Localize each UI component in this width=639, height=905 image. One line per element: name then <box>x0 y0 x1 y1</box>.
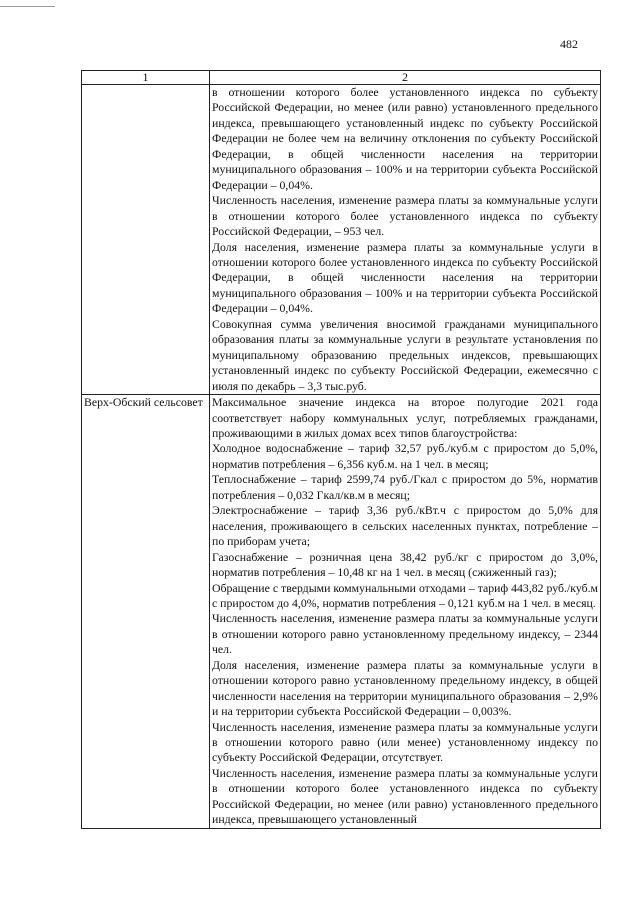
paragraph: Электроснабжение – тариф 3,36 руб./кВт.ч с приростом до 5,0% для населения, проживающего в сельских населенных пунктах, потребление – по приборам учета; <box>212 503 598 549</box>
paragraph: Доля населения, изменение размера платы за коммунальные услуги в отношении которого равно установленному предельному индексу, в общей численности населения на территории муниципального образования – 2,9% и на территории субъекта Российской Федерации – 0,003%. <box>212 657 598 719</box>
table-header-row <box>82 71 601 85</box>
table-row <box>82 395 601 829</box>
paragraph: Численность населения, изменение размера платы за коммунальные услуги в отношении которого более установленного индекса по субъекту Российской Федерации, – 953 чел. <box>212 193 598 239</box>
paragraph: Численность населения, изменение размера платы за коммунальные услуги в отношении которого равно установленному предельному индексу, – 2344 чел. <box>212 611 598 657</box>
paragraph: Доля населения, изменение размера платы за коммунальные услуги в отношении которого более установленного индекса по субъекту Российской Федерации, в общей численности населения на территории муниципального образования – 100% и на территории субъекта Российской Федерации – 0,04%. <box>212 239 598 316</box>
municipality-name-cell: Верх-Обский сельсовет <box>82 395 210 829</box>
scan-edge-line <box>0 6 55 7</box>
document-table <box>81 70 601 829</box>
paragraph: Совокупная сумма увеличения вносимой гражданами муниципального образования платы за коммунальные услуги в результате установления по муниципальному образованию предельных индексов, превышающих установленный индекс по субъекту Российской Федерации, ежемесячно с июля по декабрь – 3,3 тыс.руб. <box>212 316 598 393</box>
column-header-2: 2 <box>210 71 601 85</box>
paragraph: Максимальное значение индекса на второе полугодие 2021 года соответствует набору коммунальных услуг, потребляемых гражданами, проживающими в жилых домах всех типов благоустройства: <box>212 395 598 440</box>
paragraph: Теплоснабжение – тариф 2599,74 руб./Гкал с приростом до 5%, норматив потребления – 0,032 Гкал/кв.м в месяц; <box>212 472 598 502</box>
paragraph: Газоснабжение – розничная цена 38,42 руб./кг с приростом до 3,0%, норматив потребления – 10,48 кг на 1 чел. в месяц (сжиженный газ); <box>212 549 598 580</box>
paragraph: Численность населения, изменение размера платы за коммунальные услуги в отношении которого равно (или менее) установленному индексу по субъекту Российской Федерации, отсутствует. <box>212 719 598 765</box>
paragraph: Обращение с твердыми коммунальными отходами – тариф 443,82 руб./куб.м с приростом до 4,0%, норматив потребления – 0,121 куб.м на 1 чел. в месяц. <box>212 580 598 610</box>
paragraph: Холодное водоснабжение – тариф 32,57 руб./куб.м с приростом до 5,0%, норматив потребления – 6,356 куб.м. на 1 чел. в месяц; <box>212 441 598 471</box>
description-cell <box>210 395 601 829</box>
municipality-name-cell <box>82 85 210 395</box>
column-header-1: 1 <box>82 71 210 85</box>
paragraph: в отношении которого более установленного индекса по субъекту Российской Федерации, но менее (или равно) установленного предельного индекса, превышающего установленный индекс по субъекту Российской Федерации не более чем на величину отклонения по субъекту Российской Федерации, в общей численности населения на территории муниципального образования – 100% и на территории субъекта Российской Федерации – 0,04%. <box>212 85 598 192</box>
paragraph: Численность населения, изменение размера платы за коммунальные услуги в отношении которого более установленного индекса по субъекту Российской Федерации, но менее (или равно) установленного предельного индекса, превышающего установленный <box>212 765 598 827</box>
table-row <box>82 85 601 395</box>
description-cell <box>210 85 601 395</box>
page-number: 482 <box>560 37 578 51</box>
